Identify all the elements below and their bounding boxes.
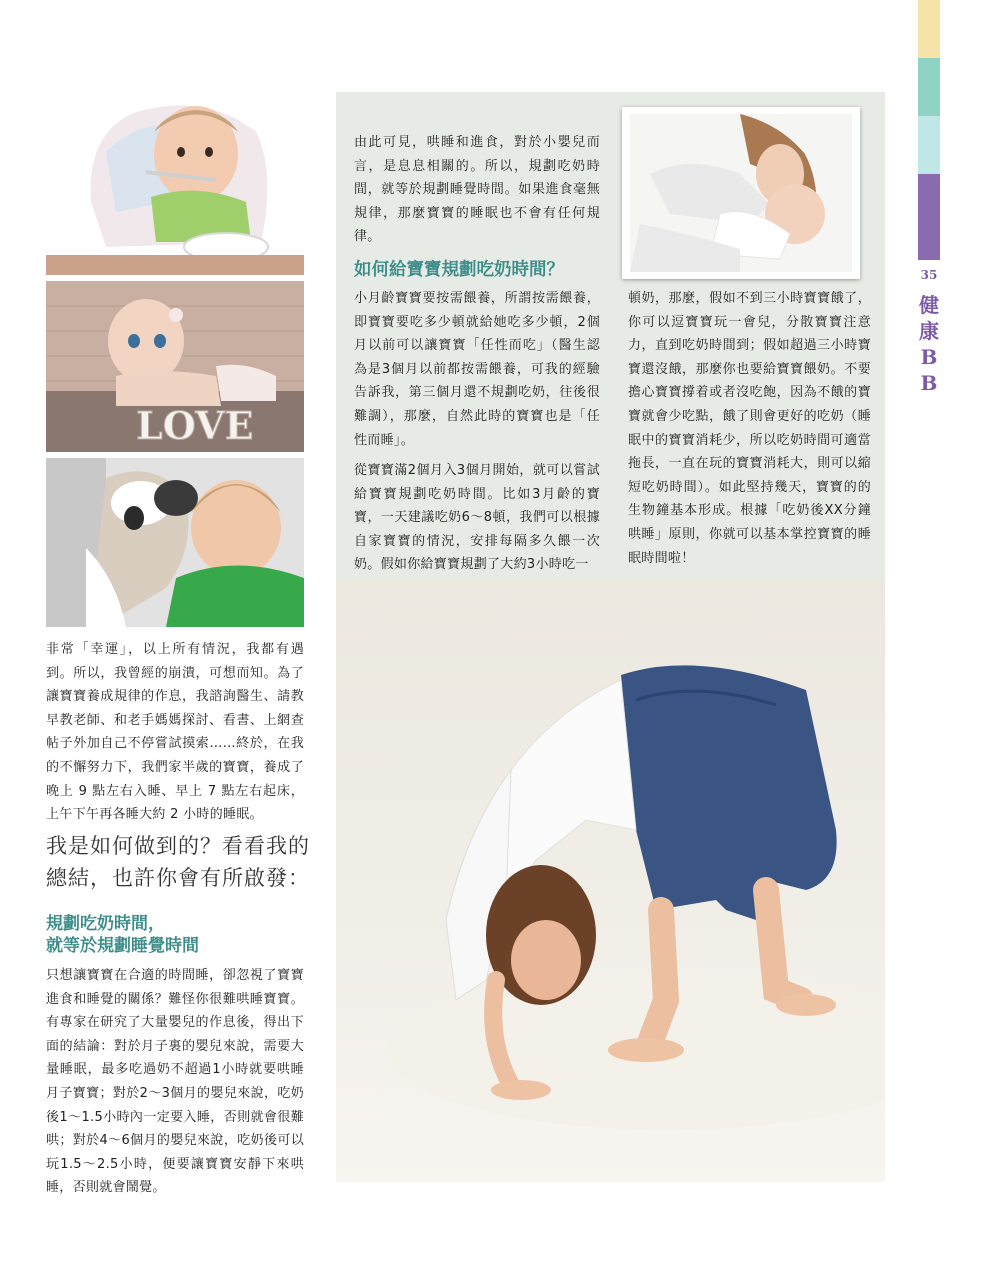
color-tab-teal [918, 58, 940, 116]
color-tab-purple [918, 174, 940, 260]
panel-intro-paragraph: 由此可見，哄睡和進食，對於小嬰兒而言，是息息相關的。所以，規劃吃奶時間，就等於規劃睡覺時間。如果進食毫無規律，那麼寶寶的睡眠也不會有任何規律。 [354, 135, 600, 245]
summary-callout-line-2: 總結，也許你會有所啟發： [46, 866, 310, 890]
toddler-bending-photo [336, 580, 885, 1182]
summary-callout-line-1: 我是如何做到的？看看我的 [46, 834, 310, 858]
section-title-char: B [920, 371, 938, 395]
panel-col2-paragraph: 頓奶，那麼，假如不到三小時寶寶餓了，你可以逗寶寶玩一會兒，分散寶寶注意力，直到吃奶時間到；假如超過三小時寶寶還沒餓，那麼你也要給寶寶餵奶。不要擔心寶寶撐着或者沒吃飽，因為不餓的寶寶就會少吃點，餓了則會更好的吃奶（睡眠中的寶寶消耗少，所以吃奶時間可適當拖長，一直在玩的寶寶消耗大，則可以縮短吃奶時間）。如此堅持幾天，寶寶的的生物鐘基本形成。根據「吃奶後XX分鐘哄睡」原則，你就可以基本掌控寶寶的睡眠時間啦！ [628, 291, 871, 566]
baby-hug-toy-photo [46, 458, 304, 627]
section-title-char: B [920, 345, 938, 369]
left-body-paragraph: 只想讓寶寶在合適的時間睡，卻忽視了寶寶進食和睡覺的關係？難怪你很難哄睡寶寶。有專家在研究了大量嬰兒的作息後，得出下面的結論：對於月子裏的嬰兒來說，需要大量睡眠，最多吃過奶不超過1小時就要哄睡月子寶寶；對於2～3個月的嬰兒來說，吃奶後1～1.5小時內一定要入睡，否則就會很難哄；對於4～6個月的嬰兒來說，吃奶後可以玩1.5～2.5小時，便要讓寶寶安靜下來哄睡，否則就會鬧覺。 [46, 968, 304, 1196]
section-title-vertical [917, 292, 941, 396]
page-number: 35 [920, 268, 938, 282]
color-tab-lightblue [918, 116, 940, 174]
section-heading-line-1: 規劃吃奶時間， [46, 914, 165, 934]
panel-col1-paragraph-2: 從寶寶滿2個月入3個月開始，就可以嘗試給寶寶規劃吃奶時間。比如3月齡的寶寶，一天建議吃奶6～8頓，我們可以根據自家寶寶的情況，安排每隔多久餵一次奶。假如你給寶寶規劃了大約3小時吃一 [354, 463, 600, 573]
baby-eating-photo [46, 92, 304, 275]
baby-love-photo [46, 281, 304, 452]
section-heading-line-2: 就等於規劃睡覺時間 [46, 936, 199, 956]
panel-col1-paragraph-1: 小月齡寶寶要按需餵養，所謂按需餵養，即寶寶要吃多少頓就給她吃多少頓，2個月以前可以讓寶寶「任性而吃」（醫生認為是3個月以前都按需餵養，可我的經驗告訴我，第三個月還不規劃吃奶，往後很難調），那麼，自然此時的寶寶也是「任性而睡」。 [354, 291, 600, 448]
color-tab-yellow [918, 0, 940, 58]
section-title-char: 康 [919, 319, 939, 343]
section-title-char: 健 [919, 293, 939, 317]
left-intro-paragraph: 非常「幸運」，以上所有情況，我都有遇到。所以，我曾經的崩潰，可想而知。為了讓寶寶養成規律的作息，我諮詢醫生、請教早教老師、和老手媽媽探討、看書、上網查帖子外加自己不停嘗試摸索……終於，在我的不懈努力下，我們家半歲的寶寶，養成了晚上 9 點左右入睡、早上 7 點左右起床，上午下午再各睡大約 2 小時的睡眠。 [46, 642, 304, 823]
mother-and-baby-photo [630, 114, 852, 272]
panel-heading: 如何給寶寶規劃吃奶時間？ [354, 260, 564, 280]
love-letters: LOVE [136, 403, 254, 448]
